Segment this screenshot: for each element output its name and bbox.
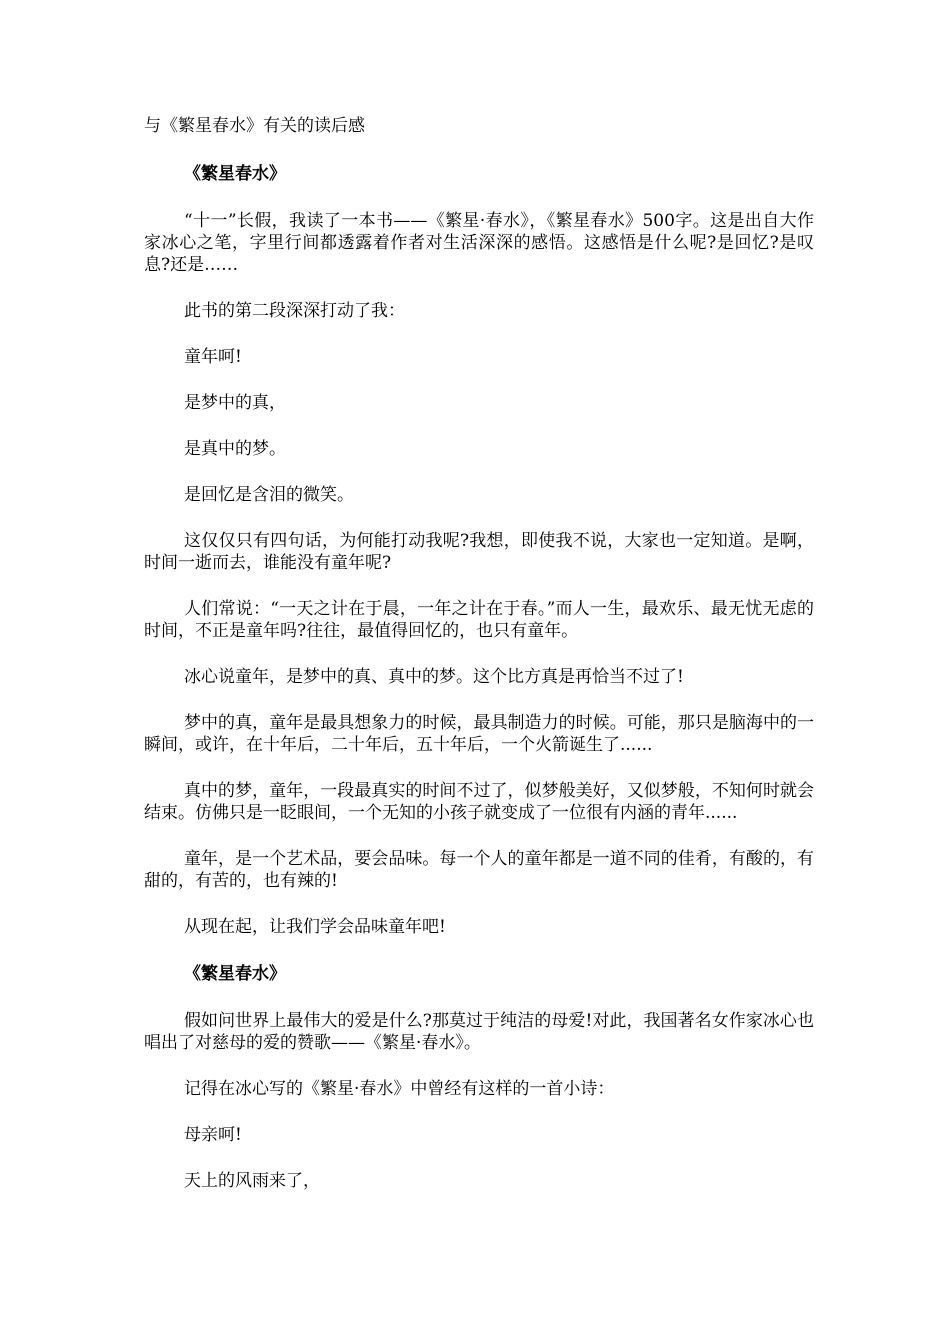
paragraph: 记得在冰心写的《繁星·春水》中曾经有这样的一首小诗： xyxy=(184,1079,615,1099)
poem-line: 天上的风雨来了， xyxy=(184,1171,320,1191)
poem-line: 是回忆是含泪的微笑。 xyxy=(184,485,354,505)
document-title: 与《繁星春水》有关的读后感 xyxy=(144,116,365,136)
paragraph: 这仅仅只有四句话，为何能打动我呢?我想，即使我不说，大家也一定知道。是啊，时间一逝而去，谁能没有童年呢? xyxy=(144,531,814,573)
paragraph: 冰心说童年，是梦中的真、真中的梦。这个比方真是再恰当不过了! xyxy=(184,667,684,687)
poem-line: 是梦中的真， xyxy=(184,393,286,413)
section-heading: 《繁星春水》 xyxy=(184,164,286,184)
paragraph: 真中的梦，童年，一段最真实的时间不过了，似梦般美好，又似梦般，不知何时就会结束。仿佛只是一眨眼间，一个无知的小孩子就变成了一位很有内涵的青年...... xyxy=(144,781,814,823)
poem-line: 童年呵! xyxy=(184,347,242,367)
section-1 xyxy=(144,162,814,938)
paragraph: 童年，是一个艺术品，要会品味。每一个人的童年都是一道不同的佳肴，有酸的，有甜的，有苦的，也有辣的! xyxy=(144,849,814,891)
poem-line: 母亲呵! xyxy=(184,1125,242,1145)
paragraph: “十一”长假，我读了一本书——《繁星·春水》，《繁星春水》500字。这是出自大作家冰心之笔，字里行间都透露着作者对生活深深的感悟。这感悟是什么呢?是回忆?是叹息?还是…… xyxy=(144,211,814,275)
poem-line: 是真中的梦。 xyxy=(184,439,286,459)
paragraph: 此书的第二段深深打动了我： xyxy=(184,301,405,321)
paragraph: 从现在起，让我们学会品味童年吧! xyxy=(184,917,446,937)
paragraph: 假如问世界上最伟大的爱是什么?那莫过于纯洁的母爱!对此，我国著名女作家冰心也唱出了对慈母的爱的赞歌——《繁星·春水》。 xyxy=(144,1011,814,1053)
section-2 xyxy=(144,962,814,1192)
paragraph: 人们常说：“一天之计在于晨，一年之计在于春。”而人一生，最欢乐、最无忧无虑的时间，不正是童年吗?往往，最值得回忆的，也只有童年。 xyxy=(144,599,814,641)
section-heading: 《繁星春水》 xyxy=(184,964,286,984)
paragraph: 梦中的真，童年是最具想象力的时候，最具制造力的时候。可能，那只是脑海中的一瞬间，或许，在十年后，二十年后，五十年后，一个火箭诞生了...... xyxy=(144,713,814,755)
document-page xyxy=(144,114,814,1216)
